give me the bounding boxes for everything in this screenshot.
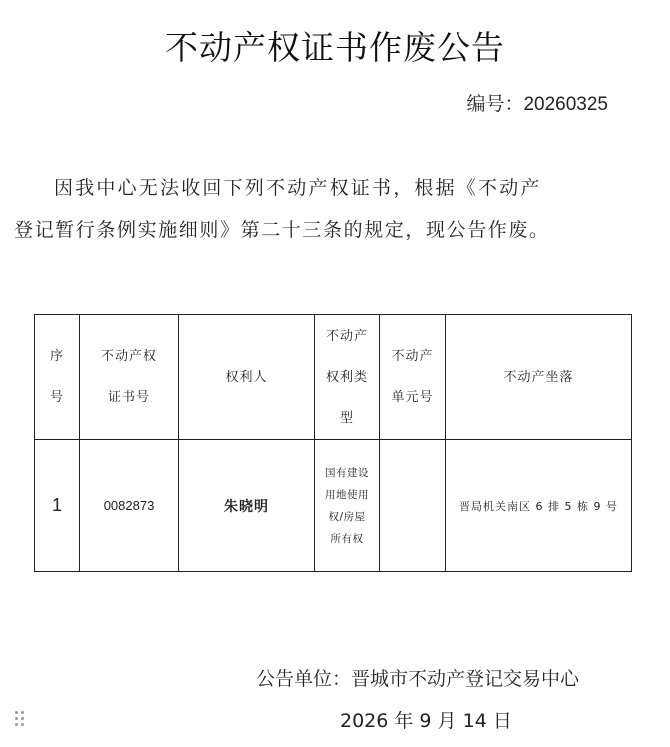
cell-type-line-1: 国有建设 [325, 466, 369, 479]
header-seq-line-1: 序 [49, 349, 64, 364]
cell-location: 晋局机关南区 6 排 5 栋 9 号 [446, 440, 632, 572]
drag-handle-icon[interactable] [14, 710, 26, 726]
notice-body-line-1: 因我中心无法收回下列不动产权证书，根据《不动产 [54, 177, 542, 199]
header-location [446, 315, 632, 440]
header-seq-line-2: 号 [49, 390, 64, 405]
header-location-label: 不动产坐落 [503, 369, 574, 385]
notice-title: 不动产权证书作废公告 [165, 28, 505, 67]
serial-number: 20260325 [523, 94, 608, 115]
header-unit-no [380, 315, 446, 440]
header-cert-line-2: 证书号 [107, 390, 150, 405]
notice-body-line-2: 登记暂行条例实施细则》第二十三条的规定，现公告作废。 [14, 219, 550, 241]
header-unit-line-2: 单元号 [391, 390, 434, 405]
header-right-type [315, 315, 380, 440]
cell-holder: 朱晓明 [179, 440, 315, 572]
cell-seq: 1 [35, 440, 80, 572]
header-holder [179, 315, 315, 440]
cell-cert-no: 0082873 [80, 440, 179, 572]
header-type-line-2: 权利类 [325, 369, 368, 385]
cell-type-line-4: 所有权 [330, 532, 364, 545]
serial-label: 编号： [466, 93, 524, 115]
header-holder-label: 权利人 [225, 369, 268, 385]
header-unit-line-1: 不动产 [391, 349, 434, 364]
header-type-line-1: 不动产 [325, 328, 368, 344]
issuing-unit: 公告单位：晋城市不动产登记交易中心 [256, 668, 580, 690]
table-header-row [35, 315, 632, 440]
notice-date: 2026 年 9 月 14 日 [340, 710, 512, 732]
cell-type-line-3: 权/房屋 [328, 510, 366, 523]
header-seq [35, 315, 80, 440]
header-cert-line-1: 不动产权 [100, 349, 157, 364]
serial-number-line [466, 89, 608, 116]
cell-type-line-2: 用地使用 [325, 488, 369, 501]
header-cert-no [80, 315, 179, 440]
certificate-table [34, 314, 632, 572]
table-row [35, 440, 632, 572]
cell-unit-no [380, 440, 446, 572]
header-type-line-3: 型 [339, 410, 354, 426]
notice-body [14, 167, 614, 251]
cell-right-type [315, 440, 380, 572]
